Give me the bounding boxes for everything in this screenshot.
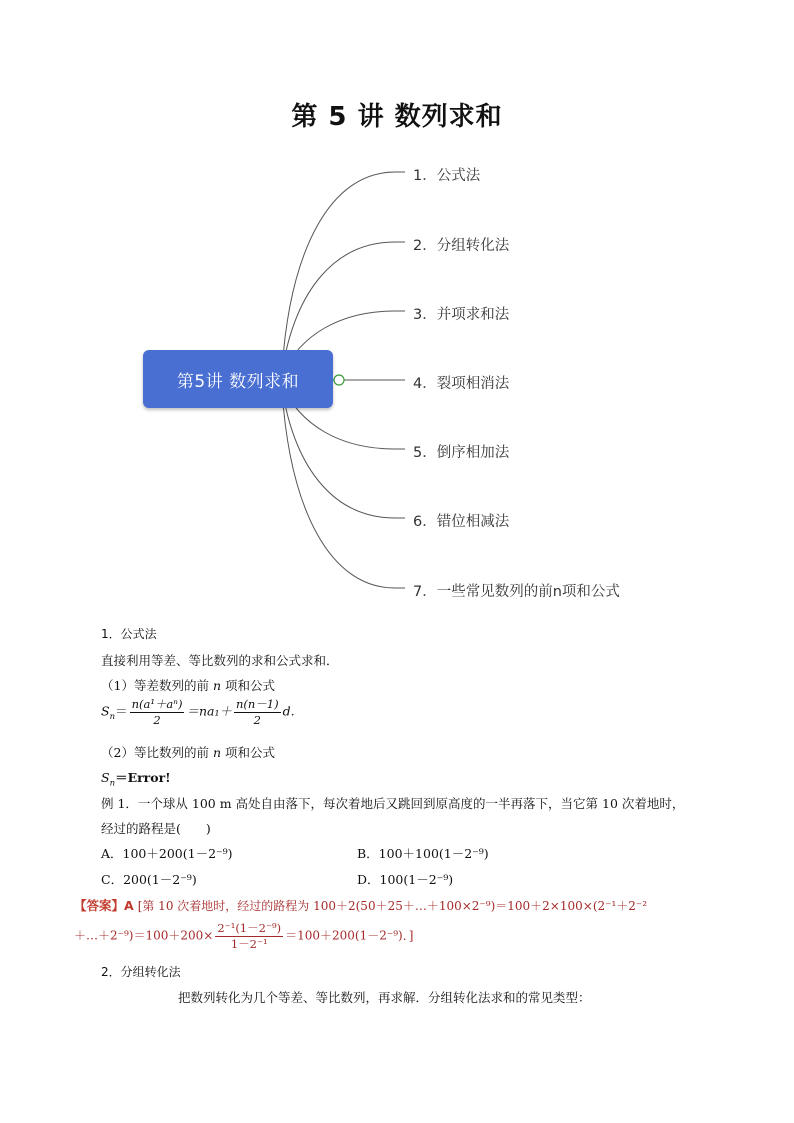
answer-explanation-line1: [第 10 次着地时，经过的路程为 100＋2(50＋25＋…＋100×2⁻⁹)＝100＋2×100×(2⁻¹＋2⁻² (137, 899, 648, 913)
option-d[interactable]: D．100(1－2⁻⁹) (357, 872, 454, 887)
option-c[interactable]: C．200(1－2⁻⁹) (101, 872, 197, 887)
arithmetic-sum-formula: $S_n=$ $\frac{\text{n(a¹＋aⁿ)}}{2}$ ＝na₁＋ $\frac{n(n-1)}{2}$ d. (101, 697, 295, 727)
option-a[interactable]: A．100＋200(1－2⁻⁹) (101, 846, 233, 861)
branch-shift-subtract[interactable]: 6．错位相减法 (413, 514, 510, 530)
branch-group-conversion[interactable]: 2．分组转化法 (413, 238, 510, 254)
section2-intro: 把数列转化为几个等差、等比数列，再求解．分组转化法求和的常见类型： (178, 990, 591, 1005)
example1-stem-line1: 例 1．一个球从 100 m 高处自由落下，每次着地后又跳回到原高度的一半再落下，当它第 10 次着地时， (101, 796, 685, 811)
section2-heading: 2．分组转化法 (101, 965, 181, 979)
page-title: 第 5 讲 数列求和 (291, 102, 503, 132)
section1-intro: 直接利用等差、等比数列的求和公式求和． (101, 653, 339, 668)
mindmap-center-node[interactable]: 第5讲 数列求和 (143, 350, 333, 408)
answer-line1 (74, 900, 647, 913)
branch-split-cancel[interactable]: 4．裂项相消法 (413, 376, 510, 392)
collapse-toggle-icon (334, 375, 344, 385)
answer-value: A (124, 898, 134, 913)
example1-stem-line2: 经过的路程是( ) (101, 821, 211, 836)
branch-merge-terms[interactable]: 3．并项求和法 (413, 307, 510, 323)
branch-formula-method[interactable]: 1．公式法 (413, 168, 481, 184)
option-b[interactable]: B．100＋100(1－2⁻⁹) (357, 846, 489, 861)
mindmap-connectors (0, 140, 794, 610)
section1-heading: 1．公式法 (101, 627, 157, 641)
section1-item2: （2）等比数列的前 n 项和公式 (101, 745, 276, 760)
answer-label: 【答案】 (74, 898, 125, 913)
answer-explanation-line2: ＋…＋2⁻⁹)＝100＋200× $\frac{\text{2⁻¹(1－2⁻⁹)}}{\text{1－2⁻¹}}$ ＝100＋200(1－2⁻⁹)．] (74, 921, 414, 951)
connector-1 (282, 172, 405, 370)
section1-item1: （1）等差数列的前 n 项和公式 (101, 678, 276, 693)
branch-common-sums[interactable]: 7．一些常见数列的前n项和公式 (413, 584, 620, 600)
branch-reverse-add[interactable]: 5．倒序相加法 (413, 445, 510, 461)
geometric-sum-formula: $S_n=Error$! (101, 770, 171, 789)
connector-7 (282, 390, 405, 588)
